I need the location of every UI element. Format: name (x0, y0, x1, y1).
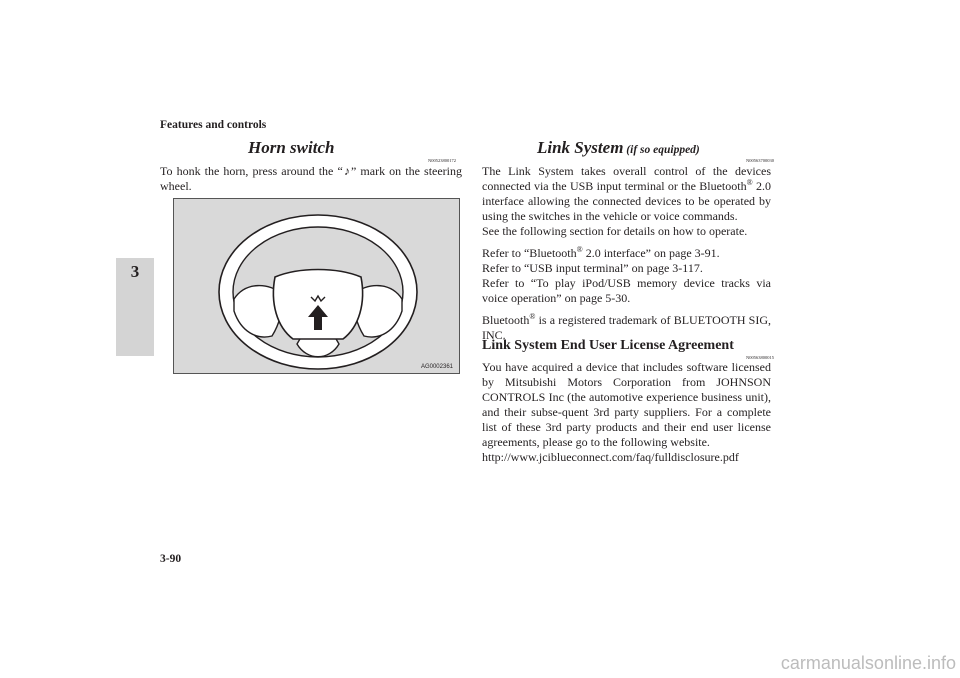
page-number: 3-90 (160, 553, 182, 565)
figure-code: AG0002361 (420, 364, 453, 370)
link-system-heading: Link System (if so equipped) (537, 138, 700, 157)
eula-body-text: You have acquired a device that includes software licensed by Mitsubishi Motors Corporation from JOHNSON CONTROLS Inc (the automotive experience business unit), and their subse-quent 3rd party suppliers. For a complete list of these 3rd party products and their end user license agreements, please go to the following website. http://www.jciblueconnect.com/faq/fulldisclosure.pdf (482, 360, 771, 464)
watermark: carmanualsonline.info (780, 653, 956, 673)
eula-heading: Link System End User License Agreement (482, 338, 734, 353)
horn-section-code: N00523800172 (428, 158, 456, 163)
running-header: Features and controls (160, 119, 267, 131)
horn-glyph-icon: ♪ (342, 164, 351, 178)
link-section-code: N00563700030 (746, 158, 774, 163)
eula-section-code: N00563800015 (746, 355, 774, 360)
eula-url: http://www.jciblueconnect.com/faq/fulldisclosure.pdf (482, 450, 739, 464)
steering-wheel-figure (173, 198, 460, 374)
link-body-text: The Link System takes overall control of the devices connected via the USB input terminal or the Bluetooth® 2.0 interface allowing the connected devices to be operated by using the switches in the vehicle or voice commands. See the following section for details on how to operate. Refer to “Bluetooth® 2.0 interface” on page 3-91. Refer to “USB input terminal” on page 3-117. Refer to “To play iPod/USB memory device tracks via voice operation” on page 5-30. Bluetooth® is a registered trademark of BLUETOOTH SIG, INC. (482, 164, 772, 342)
steering-wheel-icon (174, 199, 461, 375)
horn-body-text: To honk the horn, press around the “♪” mark on the steering wheel. (160, 164, 463, 193)
horn-switch-heading: Horn switch (248, 138, 335, 157)
section-tab-number: 3 (130, 262, 140, 281)
